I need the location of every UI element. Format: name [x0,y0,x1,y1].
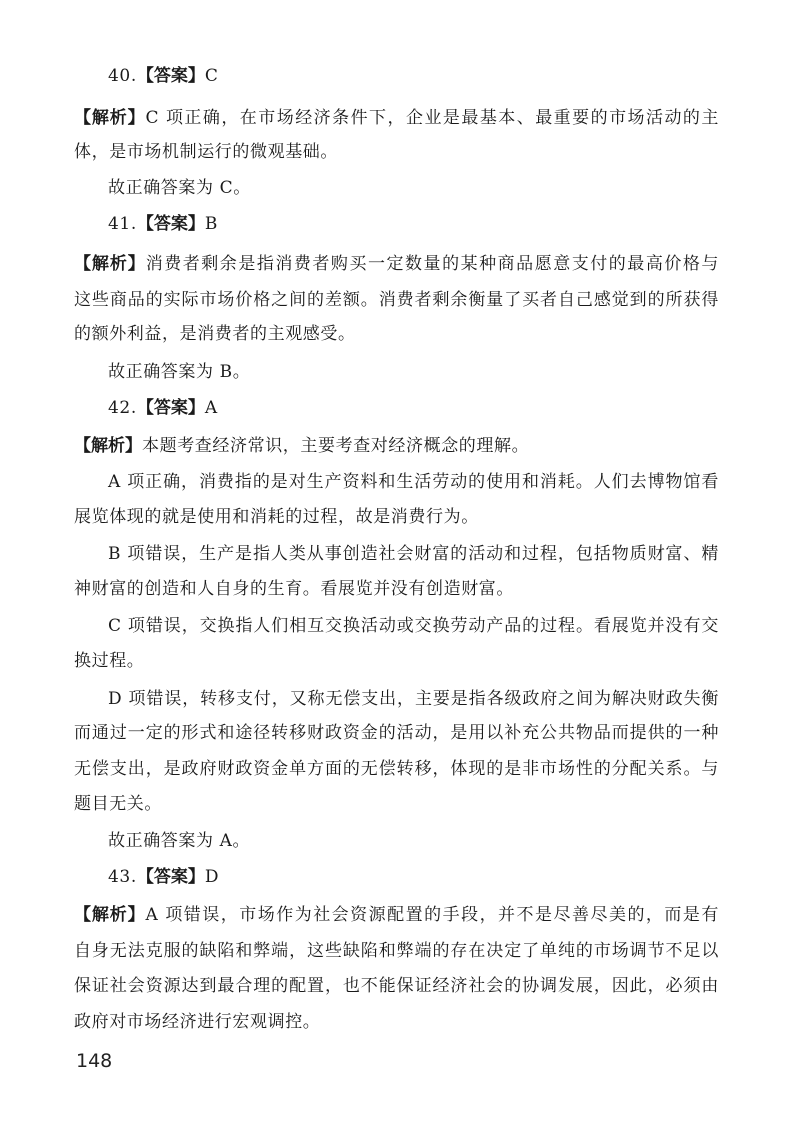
option-c-line: C 项错误，交换指人们相互交换活动或交换劳动产品的过程。看展览并没有交 [108,616,719,636]
answer-letter: C [204,66,219,86]
analysis-tag: 【解析】 [74,905,146,925]
answer-letter: D [204,867,220,887]
option-a-line: A 项正确，消费指的是对生产资料和生活劳动的使用和消耗。人们去博物馆看 [108,472,719,492]
option-a-line: 展览体现的就是使用和消耗的过程，故是消费行为。 [74,507,479,527]
analysis-line [74,107,719,129]
option-d-line: 题目无关。 [74,794,162,814]
analysis-text: C 项正确，在市场经济条件下，企业是最基本、最重要的市场活动的主 [145,108,719,128]
answer-heading-42 [108,397,719,419]
question-number: 40. [108,66,137,86]
answer-tag: 【答案】 [136,398,205,418]
option-b-line: B 项错误，生产是指人类从事创造社会财富的活动和过程，包括物质财富、精 [108,544,719,564]
answer-letter: A [204,398,218,418]
analysis-tag: 【解析】 [74,436,142,456]
answer-heading-43 [108,866,719,888]
option-d-line: 而通过一定的形式和途径转移财政资金的活动，是用以补充公共物品而提供的一种 [74,723,719,743]
analysis-text: 本题考查经济常识，主要考查对经济概念的理解。 [142,436,530,456]
answer-heading-41 [108,213,719,235]
analysis-line [74,253,719,275]
analysis-line: 体，是市场机制运行的微观基础。 [74,142,338,162]
analysis-line: 自身无法克服的缺陷和弊端，这些缺陷和弊端的存在决定了单纯的市场调节不足以 [74,941,719,961]
analysis-line: 保证社会资源达到最合理的配置，也不能保证经济社会的协调发展，因此，必须由 [74,976,719,996]
analysis-text: A 项错误，市场作为社会资源配置的手段，并不是尽善尽美的，而是有 [145,905,719,925]
conclusion: 故正确答案为 C。 [108,178,251,198]
analysis-line: 政府对市场经济进行宏观调控。 [74,1012,321,1032]
answer-tag: 【答案】 [136,66,205,86]
option-b-line: 神财富的创造和人自身的生育。看展览并没有创造财富。 [74,579,514,599]
answer-tag: 【答案】 [136,867,205,887]
analysis-line [74,904,719,926]
question-number: 42. [108,398,137,418]
answer-heading-40 [108,65,719,87]
page-number: 148 [76,1050,113,1072]
analysis-tag: 【解析】 [74,254,146,274]
question-number: 43. [108,867,137,887]
answer-letter: B [204,214,218,234]
option-d-line: 无偿支出，是政府财政资金单方面的无偿转移，体现的是非市场性的分配关系。与 [74,759,719,779]
analysis-line [74,435,719,457]
analysis-tag: 【解析】 [74,108,146,128]
answer-tag: 【答案】 [136,214,205,234]
option-c-line: 换过程。 [74,651,145,671]
option-d-line: D 项错误，转移支付，又称无偿支出，主要是指各级政府之间为解决财政失衡 [108,689,719,709]
analysis-line: 的额外利益，是消费者的主观感受。 [74,324,356,344]
analysis-line: 这些商品的实际市场价格之间的差额。消费者剩余衡量了买者自己感觉到的所获得 [74,290,719,310]
question-number: 41. [108,214,137,234]
conclusion: 故正确答案为 A。 [108,831,251,851]
analysis-text: 消费者剩余是指消费者购买一定数量的某种商品愿意支付的最高价格与 [145,254,719,274]
conclusion: 故正确答案为 B。 [108,362,251,382]
